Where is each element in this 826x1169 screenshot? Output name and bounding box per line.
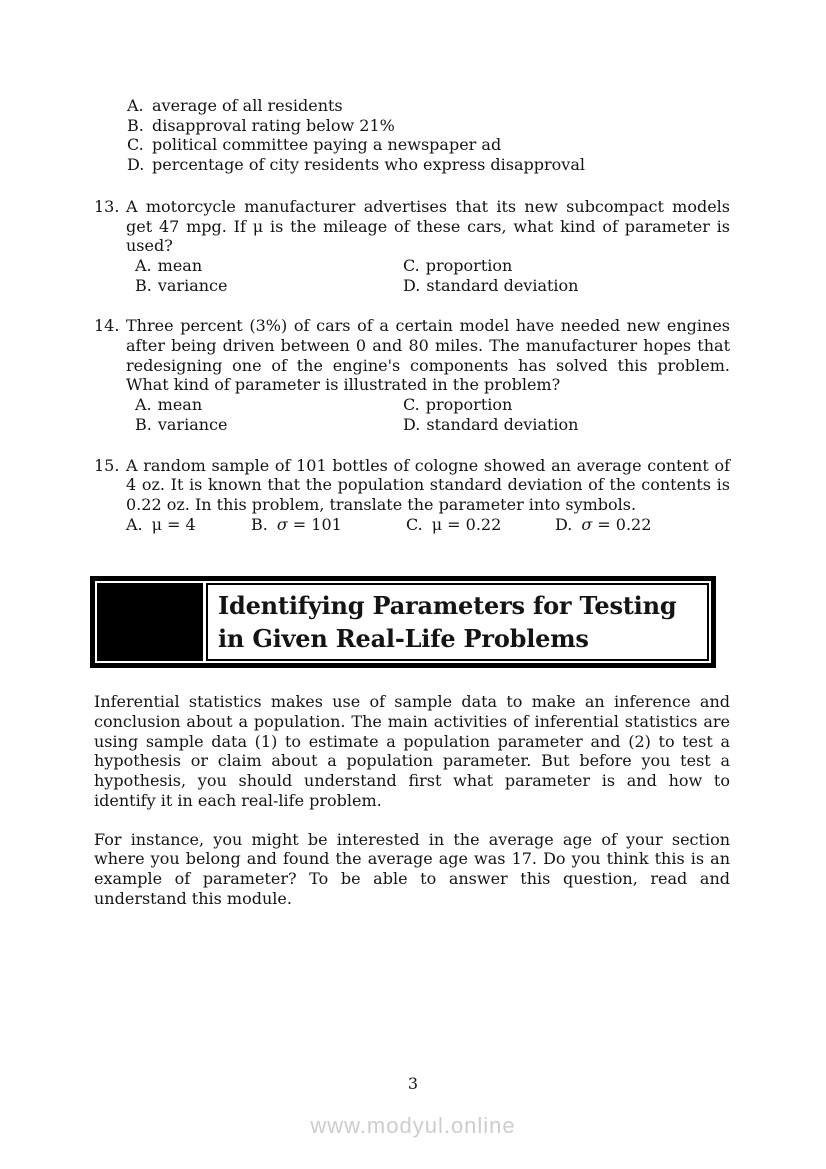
question-text: A random sample of 101 bottles of cologne showed an average content of 4 oz. It is known that the population standard deviation of the contents is 0.22 oz. In this problem, translate the parameter into symbols. (126, 455, 730, 514)
option-value: = 101 (292, 514, 342, 534)
question-13 (94, 197, 730, 296)
option-text: standard deviation (426, 414, 579, 434)
sigma-symbol: σ (581, 514, 593, 534)
option-item (406, 515, 555, 535)
option-text: variance (157, 414, 228, 434)
option-item (251, 515, 406, 535)
section-title-line2: in Given Real-Life Problems (218, 624, 589, 654)
option-value: = 0.22 (597, 514, 652, 534)
option-text: average of all residents (152, 96, 343, 115)
option-letter: C. (403, 255, 420, 275)
option-item (135, 395, 403, 415)
option-letter: D. (555, 514, 573, 534)
option-text: mean (157, 255, 203, 275)
question-text: Three percent (3%) of cars of a certain model have needed new engines after being driven between 0 and 80 miles. The manufacturer hopes that redesigning one of the engine's components has solved this problem. What kind of parameter is illustrated in the problem? (126, 316, 730, 395)
option-letter: B. (135, 275, 152, 295)
question-number: 14. (94, 316, 120, 336)
question-options (135, 395, 730, 434)
option-letter: C. (406, 514, 423, 534)
question-number: 13. (94, 196, 120, 216)
sigma-symbol: σ (276, 514, 288, 534)
option-letter: A. (135, 255, 152, 275)
option-item (126, 515, 251, 535)
option-letter: C. (127, 135, 144, 155)
option-letter: D. (403, 414, 421, 434)
option-letter: A. (135, 395, 152, 415)
option-item (403, 415, 730, 435)
question-number: 15. (94, 455, 120, 475)
question-options (126, 515, 730, 535)
question-body (126, 456, 730, 535)
watermark: www.modyul.online (310, 1113, 516, 1138)
page-number: 3 (407, 1074, 419, 1093)
option-item (127, 135, 730, 155)
mu-symbol: μ (431, 514, 443, 534)
option-text: disapproval rating below 21% (152, 115, 395, 135)
option-item (127, 116, 730, 136)
question-options (135, 256, 730, 295)
question-15 (94, 456, 730, 535)
option-text: standard deviation (426, 275, 579, 295)
option-letter: D. (403, 275, 421, 295)
option-letter: D. (127, 155, 145, 175)
option-letter: A. (126, 514, 143, 534)
intro-paragraph-2: For instance, you might be interested in the average age of your section where you belong and found the average age was 17. Do you think this is an example of parameter? To be able to answer this question, read and understand this module. (94, 829, 730, 908)
option-item (127, 155, 730, 175)
option-item (403, 256, 730, 276)
lesson-icon-block (97, 583, 203, 661)
option-item (403, 276, 730, 296)
option-item (127, 96, 730, 116)
question-14 (94, 316, 730, 434)
option-item (135, 256, 403, 276)
option-text: political committee paying a newspaper ad (152, 135, 502, 155)
option-item (555, 515, 651, 535)
option-text: proportion (425, 395, 513, 415)
option-letter: C. (403, 395, 420, 415)
question-body (126, 316, 730, 434)
option-text: mean (157, 395, 203, 415)
option-text: percentage of city residents who express disapproval (152, 155, 585, 175)
option-letter: B. (127, 115, 144, 135)
option-letter: A. (127, 96, 144, 115)
question-text: A motorcycle manufacturer advertises that its new subcompact models get 47 mpg. If μ is the mileage of these cars, what kind of parameter is used? (126, 196, 730, 256)
option-text: variance (157, 275, 228, 295)
option-item (403, 395, 730, 415)
option-letter: B. (251, 514, 268, 534)
section-title-line1: Identifying Parameters for Testing (218, 591, 677, 621)
option-item (135, 276, 403, 296)
option-text: proportion (425, 255, 513, 275)
section-title-box (90, 576, 716, 668)
option-value: = 0.22 (447, 514, 502, 534)
question-body (126, 197, 730, 296)
carryover-options-list (127, 96, 730, 175)
section-title (206, 583, 709, 661)
option-value: = 4 (167, 514, 196, 534)
option-letter: B. (135, 414, 152, 434)
option-item (135, 415, 403, 435)
intro-paragraph-1: Inferential statistics makes use of sample data to make an inference and conclusion about a population. The main activities of inferential statistics are using sample data (1) to estimate a population parameter and (2) to test a hypothesis or claim about a population parameter. But before you test a hypothesis, you should understand first what parameter is and how to identify it in each real-life problem. (94, 692, 730, 810)
mu-symbol: μ (151, 514, 163, 534)
